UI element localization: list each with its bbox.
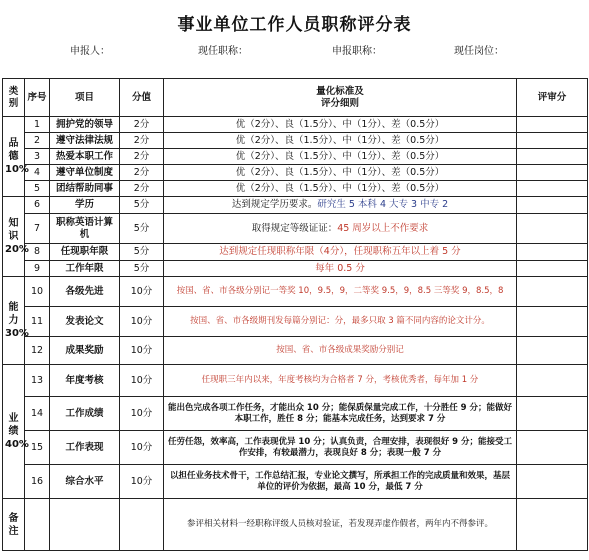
table-row: 15 工作表现 10分 任劳任怨，效率高，工作表现优异 10 分；认真负责，合理安排，表现很好 9 分；能接受工作安排，有较最潜力，表现良好 8 分；表现一般 7 分 — [3, 431, 588, 465]
table-row: 14 工作成绩 10分 能出色完成各项工作任务，才能出众 10 分；能保质保量完成工作，十分胜任 9 分；能做好本职工作，胜任 8 分；能基本完成任务，达到要求 7 分 — [3, 397, 588, 431]
col-review: 评审分 — [517, 79, 588, 117]
group-virtue: 品德10% — [3, 117, 25, 197]
table-row: 8 任现职年限 5分 达到规定任现职称年限（4分），任现职称五年以上着 5 分 — [3, 244, 588, 261]
table-row: 能力30% 10 各级先进 10分 按国、省、市各级分别记一等奖 10，9.5，9，二等奖 9.5，9，8.5 三等奖 9，8.5，8 — [3, 277, 588, 307]
table-row: 5 团结帮助同事 2分 优（2分）、良（1.5分）、中（1分）、差（0.5分） — [3, 181, 588, 197]
remark-text: 参评相关材料一经职称评级人员核对验证，若发现弄虚作假者，两年内不得参评。 — [164, 499, 517, 551]
page-title: 事业单位工作人员职称评分表 — [177, 15, 412, 35]
col-score: 分值 — [120, 79, 164, 117]
table-header-row — [3, 79, 588, 117]
col-seq: 序号 — [25, 79, 50, 117]
applicant-info-row — [0, 42, 589, 58]
group-knowledge: 知识20% — [3, 197, 25, 277]
current-title-label: 现任职称： — [198, 46, 248, 57]
table-row: 2 遵守法律法规 2分 优（2分）、良（1.5分）、中（1分）、差（0.5分） — [3, 133, 588, 149]
group-ability: 能力30% — [3, 277, 25, 365]
current-post-label: 现任岗位： — [454, 46, 504, 57]
score-table — [2, 78, 588, 551]
table-row: 4 遵守单位制度 2分 优（2分）、良（1.5分）、中（1分）、差（0.5分） — [3, 165, 588, 181]
group-remark: 备注 — [3, 499, 25, 551]
table-row: 9 工作年限 5分 每年 0.5 分 — [3, 261, 588, 277]
table-row: 品德10% 1 拥护党的领导 2分 优（2分）、良（1.5分）、中（1分）、差（0.5分） — [3, 117, 588, 133]
table-row: 7 职称英语计算机 5分 取得规定等级证证：45 周岁以上不作要求 — [3, 214, 588, 244]
remark-row — [3, 499, 588, 551]
col-item: 项目 — [50, 79, 120, 117]
col-category: 类别 — [3, 79, 25, 117]
table-row: 3 热爱本职工作 2分 优（2分）、良（1.5分）、中（1分）、差（0.5分） — [3, 149, 588, 165]
table-row: 11 发表论文 10分 按国、省、市各级期刊发每篇分别记：分，最多只取 3 篇不同内容的论文计分。 — [3, 307, 588, 337]
applied-title-label: 申报职称： — [332, 46, 382, 57]
group-performance: 业绩40% — [3, 365, 25, 499]
table-row: 业绩40% 13 年度考核 10分 任现职三年内以来，年度考核均为合格者 7 分，考核优秀者，每年加 1 分 — [3, 365, 588, 397]
table-row: 16 综合水平 10分 以担任业务技术骨干，工作总结汇报，专业论文撰写，所承担工作的完成质量和效果，基层单位的评价为依据，最高 10 分，最低 7 分 — [3, 465, 588, 499]
col-criteria: 量化标准及 评分细则 — [164, 79, 517, 117]
applicant-label: 申报人： — [70, 46, 110, 57]
table-row: 12 成果奖励 10分 按国、省、市各级成果奖励分别记 — [3, 337, 588, 365]
table-row: 知识20% 6 学历 5分 达到规定学历要求。研究生 5 本科 4 大专 3 中专 2 — [3, 197, 588, 214]
